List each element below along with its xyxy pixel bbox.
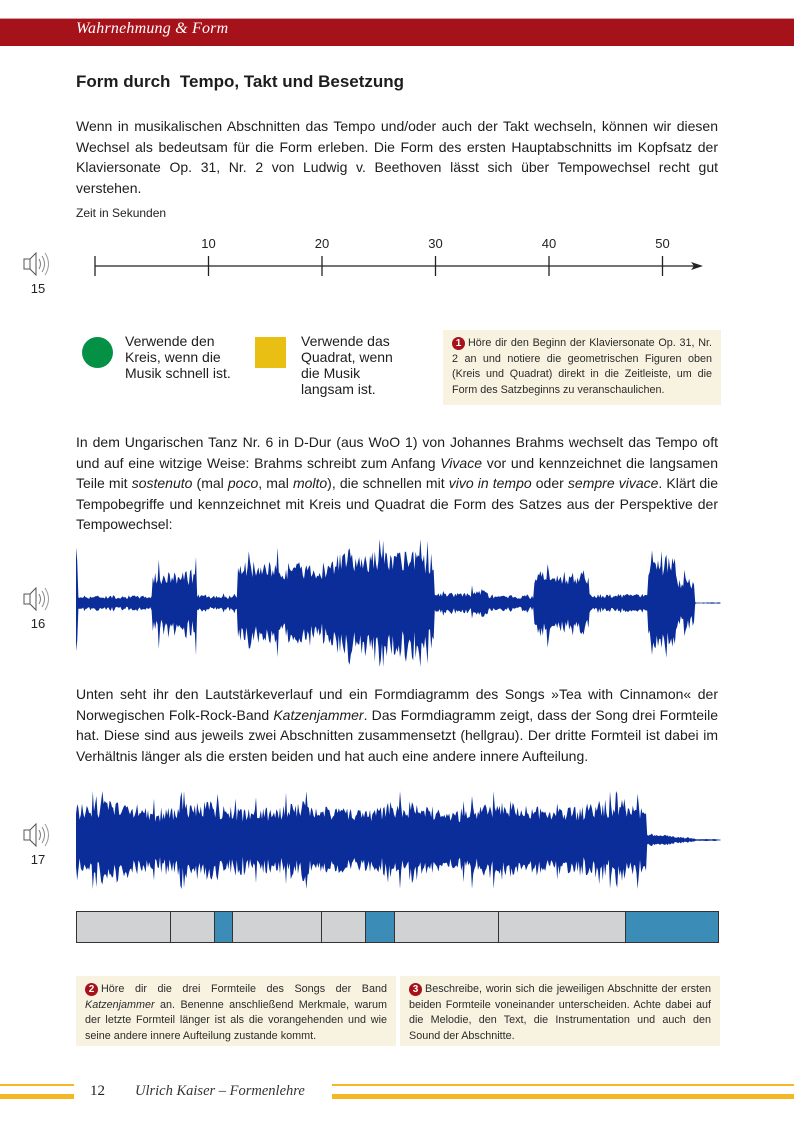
tempo-term: Vivace xyxy=(440,454,482,471)
form-diagram xyxy=(76,911,719,943)
timeline-tick-label: 30 xyxy=(428,236,443,251)
text-run: , mal xyxy=(258,475,293,491)
task-number-badge: 3 xyxy=(409,983,422,996)
task-box-3 xyxy=(400,976,720,1046)
legend-circle-text: Verwende den Kreis, wenn die Musik schnell ist. xyxy=(125,333,231,381)
timeline-tick-label: 10 xyxy=(201,236,216,251)
audio-track-number: 17 xyxy=(30,852,46,867)
form-transition-segment xyxy=(366,912,395,942)
form-section-segment xyxy=(395,912,499,942)
text-run: (mal xyxy=(192,475,228,491)
form-section-segment xyxy=(233,912,323,942)
text-run: oder xyxy=(531,475,568,491)
audio-track-number: 15 xyxy=(30,281,46,296)
form-section-segment xyxy=(171,912,216,942)
brahms-waveform xyxy=(76,538,721,668)
task-text: Beschreibe, worin sich die jeweiligen Abschnitte der ersten beiden Formteile voneinander unterscheiden. Achte dabei auf die Melodie, den Text, die Instrumentation und auch den Sound der Abschnitte. xyxy=(409,983,711,1042)
task-box-2 xyxy=(76,976,396,1046)
tempo-term: molto xyxy=(292,475,328,491)
text-run: Unten seht ihr den Lautstärkeverlauf und ein Formdiagramm des Songs »Tea with Cinnamon« der Norwegischen Folk-Rock-Band xyxy=(76,686,718,723)
footer-rule-thick-right xyxy=(332,1094,794,1099)
chapter-title: Wahrnehmung & Form xyxy=(76,20,229,37)
song-waveform xyxy=(76,790,721,890)
intro-paragraph: Wenn in musikalischen Abschnitten das Tempo und/oder auch der Takt wechseln, können wir diesen Wechsel als bedeutsam für die Form erleben. Die Form des ersten Hauptabschnitts im Kopfsatz der Klaviersonate Op. 31, Nr. 2 von Ludwig v. Beethoven lässt sich über Tempowechsel recht gut verstehen. xyxy=(76,118,718,196)
waveform-shape xyxy=(76,791,720,889)
audio-track-17[interactable] xyxy=(18,820,58,867)
waveform-shape xyxy=(76,539,720,667)
form-transition-segment xyxy=(626,912,718,942)
text-run: ), die schnellen mit xyxy=(327,475,449,491)
page-number: 12 xyxy=(90,1083,105,1099)
audio-track-16[interactable] xyxy=(18,584,58,631)
audio-track-number: 16 xyxy=(30,616,46,631)
text-run: vor und kennzeichnet die langsamen Teile mit xyxy=(76,454,718,491)
footer-rule-thick-left xyxy=(0,1094,74,1099)
legend-square-text: Verwende das Quadrat, wenn die Musik langsam ist. xyxy=(301,333,393,397)
task-number-badge: 1 xyxy=(452,337,465,350)
text-run: . Das Formdiagramm zeigt, dass der Song drei Formteile hat. Diese sind aus jeweils zwei Abschnitten zusammensetzt (hellgrau). Der dritte Formteil ist dabei im Verhältnis länger als die ersten beiden und hat auch eine andere innere Aufteilung. xyxy=(76,706,718,764)
form-section-segment xyxy=(323,912,367,942)
footer-author-title: Ulrich Kaiser – Formenlehre xyxy=(135,1083,305,1099)
timeline xyxy=(88,228,718,280)
speaker-icon xyxy=(22,820,54,850)
form-section-segment xyxy=(77,912,171,942)
tempo-term: sempre vivace xyxy=(567,475,659,491)
tempo-term: vivo in tempo xyxy=(448,475,532,491)
timeline-axis-label: Zeit in Sekunden xyxy=(76,206,167,220)
section-heading: Form durch Tempo, Takt und Besetzung xyxy=(76,72,405,91)
katzenjammer-paragraph xyxy=(76,684,718,766)
task-text: an. Benenne anschließend Merkmale, warum der letzte Formteil länger ist als die vorangehenden und wie seine andere innere Aufteilung zustande kommt. xyxy=(85,998,387,1042)
timeline-tick-label: 40 xyxy=(541,236,557,251)
tempo-term: sostenuto xyxy=(131,475,193,491)
speaker-icon xyxy=(22,584,54,614)
speaker-icon xyxy=(22,249,54,279)
band-name: Katzenjammer xyxy=(85,998,155,1011)
band-name: Katzenjammer xyxy=(273,706,364,723)
task-number-badge: 2 xyxy=(85,983,98,996)
tempo-term: poco xyxy=(227,475,259,491)
form-section-segment xyxy=(499,912,626,942)
text-run: In dem Ungarischen Tanz Nr. 6 in D-Dur (aus WoO 1) von Johannes Brahms wechselt das Tempo oft und auf eine witzige Weise: Brahms schreibt zum Anfang xyxy=(76,434,718,471)
timeline-tick-label: 50 xyxy=(655,236,670,251)
footer-rule-thin-left xyxy=(0,1084,74,1086)
footer-rule-thin-right xyxy=(332,1084,794,1086)
task-box-1 xyxy=(443,330,721,405)
text-run: . Klärt die Tempobegriffe und kennzeichnet mit Kreis und Quadrat die Form des Satzes aus der Perspektive der Tempowechsel: xyxy=(76,475,719,532)
timeline-tick-label: 20 xyxy=(314,236,330,251)
task-text: Höre dir den Beginn der Klaviersonate Op. 31, Nr. 2 an und notiere die geometrischen Figuren oben (Kreis und Quadrat) direkt in die Zeitleiste, um die Form des Satzbeginns zu veranschaulichen. xyxy=(452,337,712,396)
legend-square-icon xyxy=(255,337,286,368)
form-transition-segment xyxy=(215,912,232,942)
brahms-paragraph xyxy=(76,432,718,535)
task-text: Höre dir die drei Formteile des Songs der Band xyxy=(101,983,387,995)
legend-circle-icon xyxy=(82,337,113,368)
audio-track-15[interactable] xyxy=(18,249,58,296)
